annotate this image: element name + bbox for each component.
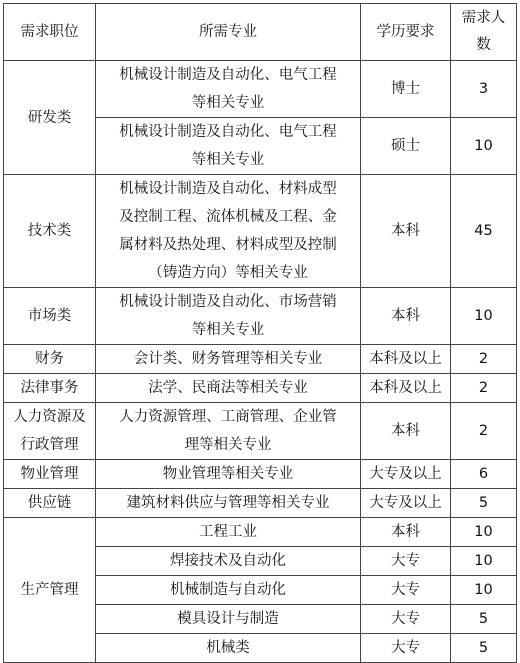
major-line: 机械设计制造及自动化、材料成型 (119, 181, 337, 197)
major-line: 人力资源管理、工商管理、企业管 (119, 409, 337, 425)
major-cell (96, 345, 361, 374)
count-cell: 10 (451, 288, 517, 345)
major-line: （铸造方向）等相关专业 (148, 265, 308, 281)
position-cell (4, 460, 96, 489)
education-cell: 硕士 (361, 118, 451, 175)
count-cell: 10 (451, 576, 517, 605)
position-cell (4, 518, 96, 663)
major-line: 机械设计制造及自动化、电气工程 (119, 124, 337, 140)
count-cell: 3 (451, 61, 517, 118)
count-cell: 2 (451, 345, 517, 374)
header-major: 所需专业 (96, 4, 361, 61)
count-cell: 10 (451, 118, 517, 175)
table-row (4, 61, 517, 118)
education-cell: 博士 (361, 61, 451, 118)
position-line: 行政管理 (20, 437, 79, 453)
position-cell (4, 374, 96, 403)
position-cell (4, 403, 96, 460)
education-cell: 本科及以上 (361, 374, 451, 403)
education-cell: 本科 (361, 175, 451, 288)
header-count-line: 数 (476, 37, 491, 53)
major-line: 理等相关专业 (184, 437, 272, 453)
position-line: 市场类 (27, 308, 72, 324)
position-line: 财务 (35, 351, 64, 367)
count-cell: 45 (451, 175, 517, 288)
header-count-line: 需求人 (461, 10, 506, 26)
recruitment-table (3, 3, 517, 663)
education-cell: 本科 (361, 518, 451, 547)
major-line: 焊接技术及自动化 (170, 553, 286, 569)
position-cell (4, 345, 96, 374)
count-cell: 10 (451, 518, 517, 547)
education-cell: 大专及以上 (361, 489, 451, 518)
count-cell: 2 (451, 374, 517, 403)
education-cell: 大专及以上 (361, 460, 451, 489)
major-line: 等相关专业 (191, 152, 265, 168)
position-line: 研发类 (27, 109, 72, 126)
education-cell: 大专 (361, 547, 451, 576)
position-cell (4, 61, 96, 175)
major-line: 建筑材料供应与管理等相关专业 (126, 495, 330, 511)
major-line: 模具设计与制造 (177, 611, 279, 627)
position-line: 技术类 (27, 223, 72, 239)
major-cell (96, 547, 361, 576)
major-line: 等相关专业 (191, 95, 265, 111)
education-cell: 本科 (361, 403, 451, 460)
table-row (4, 288, 517, 345)
major-line: 属材料及热处理、材料成型及控制 (119, 237, 337, 253)
table-row (4, 175, 517, 288)
table-row (4, 489, 517, 518)
major-line: 机械设计制造及自动化、市场营销 (119, 294, 337, 310)
position-cell (4, 489, 96, 518)
education-cell: 大专 (361, 634, 451, 663)
position-line: 生产管理 (20, 582, 79, 598)
major-line: 物业管理等相关专业 (162, 466, 294, 482)
table-row (4, 460, 517, 489)
position-cell (4, 175, 96, 288)
count-cell: 2 (451, 403, 517, 460)
count-cell: 10 (451, 547, 517, 576)
major-cell (96, 634, 361, 663)
major-cell (96, 518, 361, 547)
count-cell: 5 (451, 605, 517, 634)
education-cell: 本科 (361, 288, 451, 345)
major-line: 法学、民商法等相关专业 (148, 380, 308, 396)
major-cell (96, 605, 361, 634)
major-line: 机械制造与自动化 (170, 582, 286, 598)
table-row (4, 345, 517, 374)
count-cell: 5 (451, 634, 517, 663)
major-line: 机械设计制造及自动化、电气工程 (119, 67, 337, 83)
position-line: 法律事务 (20, 380, 79, 396)
major-cell (96, 175, 361, 288)
major-cell (96, 489, 361, 518)
education-cell: 本科及以上 (361, 345, 451, 374)
position-line: 供应链 (27, 495, 72, 511)
header-row (4, 4, 517, 61)
education-cell: 大专 (361, 605, 451, 634)
major-cell (96, 403, 361, 460)
major-line: 等相关专业 (191, 322, 265, 338)
position-line: 人力资源及 (13, 409, 86, 425)
major-cell (96, 288, 361, 345)
major-line: 机械类 (206, 640, 250, 656)
major-cell (96, 576, 361, 605)
header-position: 需求职位 (4, 4, 96, 61)
major-cell (96, 118, 361, 175)
major-cell (96, 61, 361, 118)
table-row (4, 403, 517, 460)
table-row (4, 518, 517, 547)
major-line: 工程工业 (199, 524, 257, 540)
major-line: 及控制工程、流体机械及工程、金 (119, 209, 337, 225)
position-line: 物业管理 (20, 466, 79, 482)
position-cell (4, 288, 96, 345)
education-cell: 大专 (361, 576, 451, 605)
table-row (4, 374, 517, 403)
major-cell (96, 460, 361, 489)
header-count (451, 4, 517, 61)
header-education: 学历要求 (361, 4, 451, 61)
count-cell: 5 (451, 489, 517, 518)
count-cell: 6 (451, 460, 517, 489)
major-cell (96, 374, 361, 403)
major-line: 会计类、财务管理等相关专业 (133, 351, 323, 367)
